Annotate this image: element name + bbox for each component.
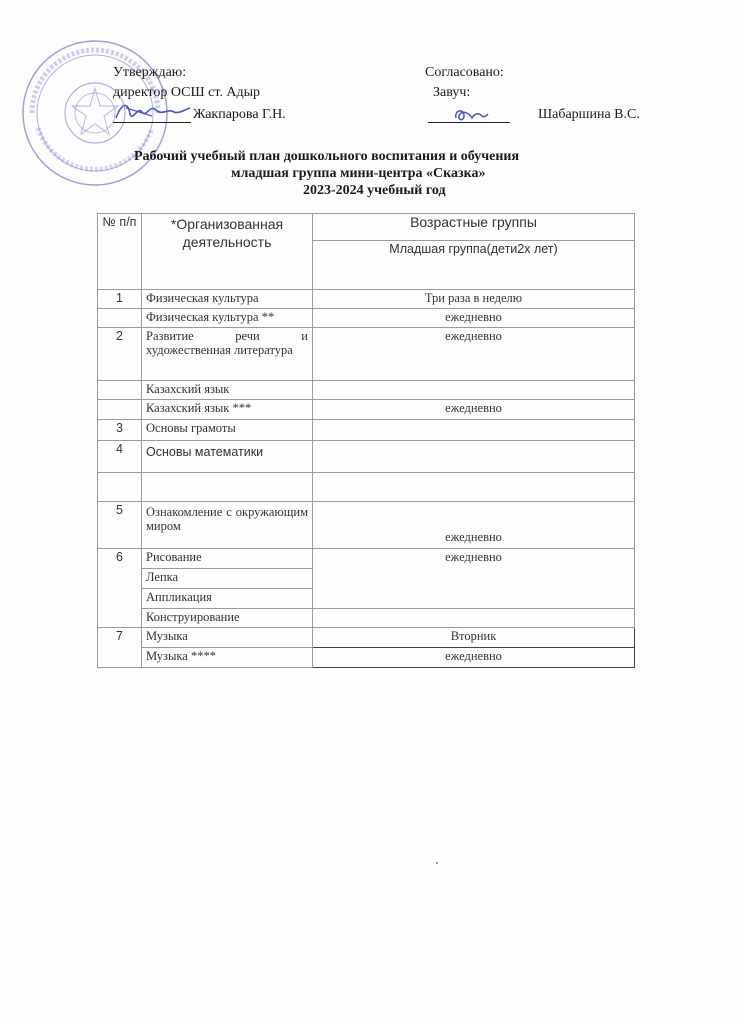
table-row bbox=[98, 609, 635, 628]
row-activity: Основы грамоты bbox=[142, 420, 313, 441]
document-title-line2: младшая группа мини-центра «Сказка» bbox=[231, 166, 486, 181]
row-schedule: ежедневно bbox=[313, 309, 635, 328]
row-schedule: ежедневно bbox=[313, 648, 635, 668]
table-row bbox=[98, 628, 635, 648]
row-schedule: ежедневно bbox=[313, 549, 635, 609]
row-activity: Казахский язык *** bbox=[142, 400, 313, 420]
row-activity: Ознакомление с окружающим миром bbox=[142, 502, 313, 549]
table-row bbox=[98, 441, 635, 473]
approve-label: Утверждаю: bbox=[113, 65, 187, 80]
row-number: 1 bbox=[98, 290, 142, 309]
header-activity: *Организованная деятельность bbox=[142, 214, 313, 290]
director-signature bbox=[112, 98, 192, 124]
row-activity: Конструирование bbox=[142, 609, 313, 628]
row-activity: Музыка bbox=[142, 628, 313, 648]
row-activity: Казахский язык bbox=[142, 381, 313, 400]
row-number: 2 bbox=[98, 328, 142, 381]
row-activity: Развитие речи и художественная литература bbox=[142, 328, 313, 381]
agree-label: Согласовано: bbox=[425, 65, 504, 80]
approve-name: Жакпарова Г.Н. bbox=[193, 107, 286, 122]
table-row bbox=[98, 400, 635, 420]
row-schedule bbox=[313, 473, 635, 502]
agree-position: Завуч: bbox=[433, 85, 471, 100]
deputy-signature bbox=[450, 104, 490, 124]
table-row bbox=[98, 381, 635, 400]
row-activity bbox=[142, 473, 313, 502]
row-number: 5 bbox=[98, 502, 142, 549]
table-row bbox=[98, 309, 635, 328]
table-row bbox=[98, 549, 635, 569]
row-schedule: ежедневно bbox=[313, 328, 635, 381]
row-schedule: ежедневно bbox=[313, 400, 635, 420]
row-activity: Основы математики bbox=[142, 441, 313, 473]
row-activity: Физическая культура bbox=[142, 290, 313, 309]
row-number: 3 bbox=[98, 420, 142, 441]
row-number: 7 bbox=[98, 628, 142, 668]
row-schedule bbox=[313, 441, 635, 473]
agree-name: Шабаршина В.С. bbox=[538, 107, 640, 122]
scan-speck bbox=[436, 862, 438, 864]
row-number: 6 bbox=[98, 549, 142, 628]
table-row bbox=[98, 290, 635, 309]
row-number bbox=[98, 473, 142, 502]
row-schedule bbox=[313, 381, 635, 400]
row-number bbox=[98, 381, 142, 400]
document-title-line1: Рабочий учебный план дошкольного воспитания и обучения bbox=[134, 149, 520, 164]
table-row bbox=[98, 420, 635, 441]
row-schedule: ежедневно bbox=[313, 502, 635, 549]
table-header-row bbox=[98, 214, 635, 241]
row-activity: Лепка bbox=[142, 569, 313, 589]
table-row bbox=[98, 473, 635, 502]
document-title-line3: 2023-2024 учебный год bbox=[303, 183, 446, 198]
row-activity: Аппликация bbox=[142, 589, 313, 609]
table-row bbox=[98, 502, 635, 549]
header-age-groups: Возрастные группы bbox=[313, 214, 635, 241]
curriculum-table bbox=[97, 213, 635, 668]
row-number bbox=[98, 309, 142, 328]
row-number: 4 bbox=[98, 441, 142, 473]
row-schedule: Вторник bbox=[313, 628, 635, 648]
table-row bbox=[98, 648, 635, 668]
header-group-name: Младшая группа(дети2х лет) bbox=[313, 241, 635, 290]
row-schedule bbox=[313, 420, 635, 441]
table-row bbox=[98, 328, 635, 381]
row-activity: Физическая культура ** bbox=[142, 309, 313, 328]
row-schedule: Три раза в неделю bbox=[313, 290, 635, 309]
approve-position: директор ОСШ ст. Адыр bbox=[113, 85, 261, 100]
row-activity: Рисование bbox=[142, 549, 313, 569]
row-activity: Музыка **** bbox=[142, 648, 313, 668]
row-schedule bbox=[313, 609, 635, 628]
header-number: № п/п bbox=[98, 214, 142, 290]
row-number bbox=[98, 400, 142, 420]
